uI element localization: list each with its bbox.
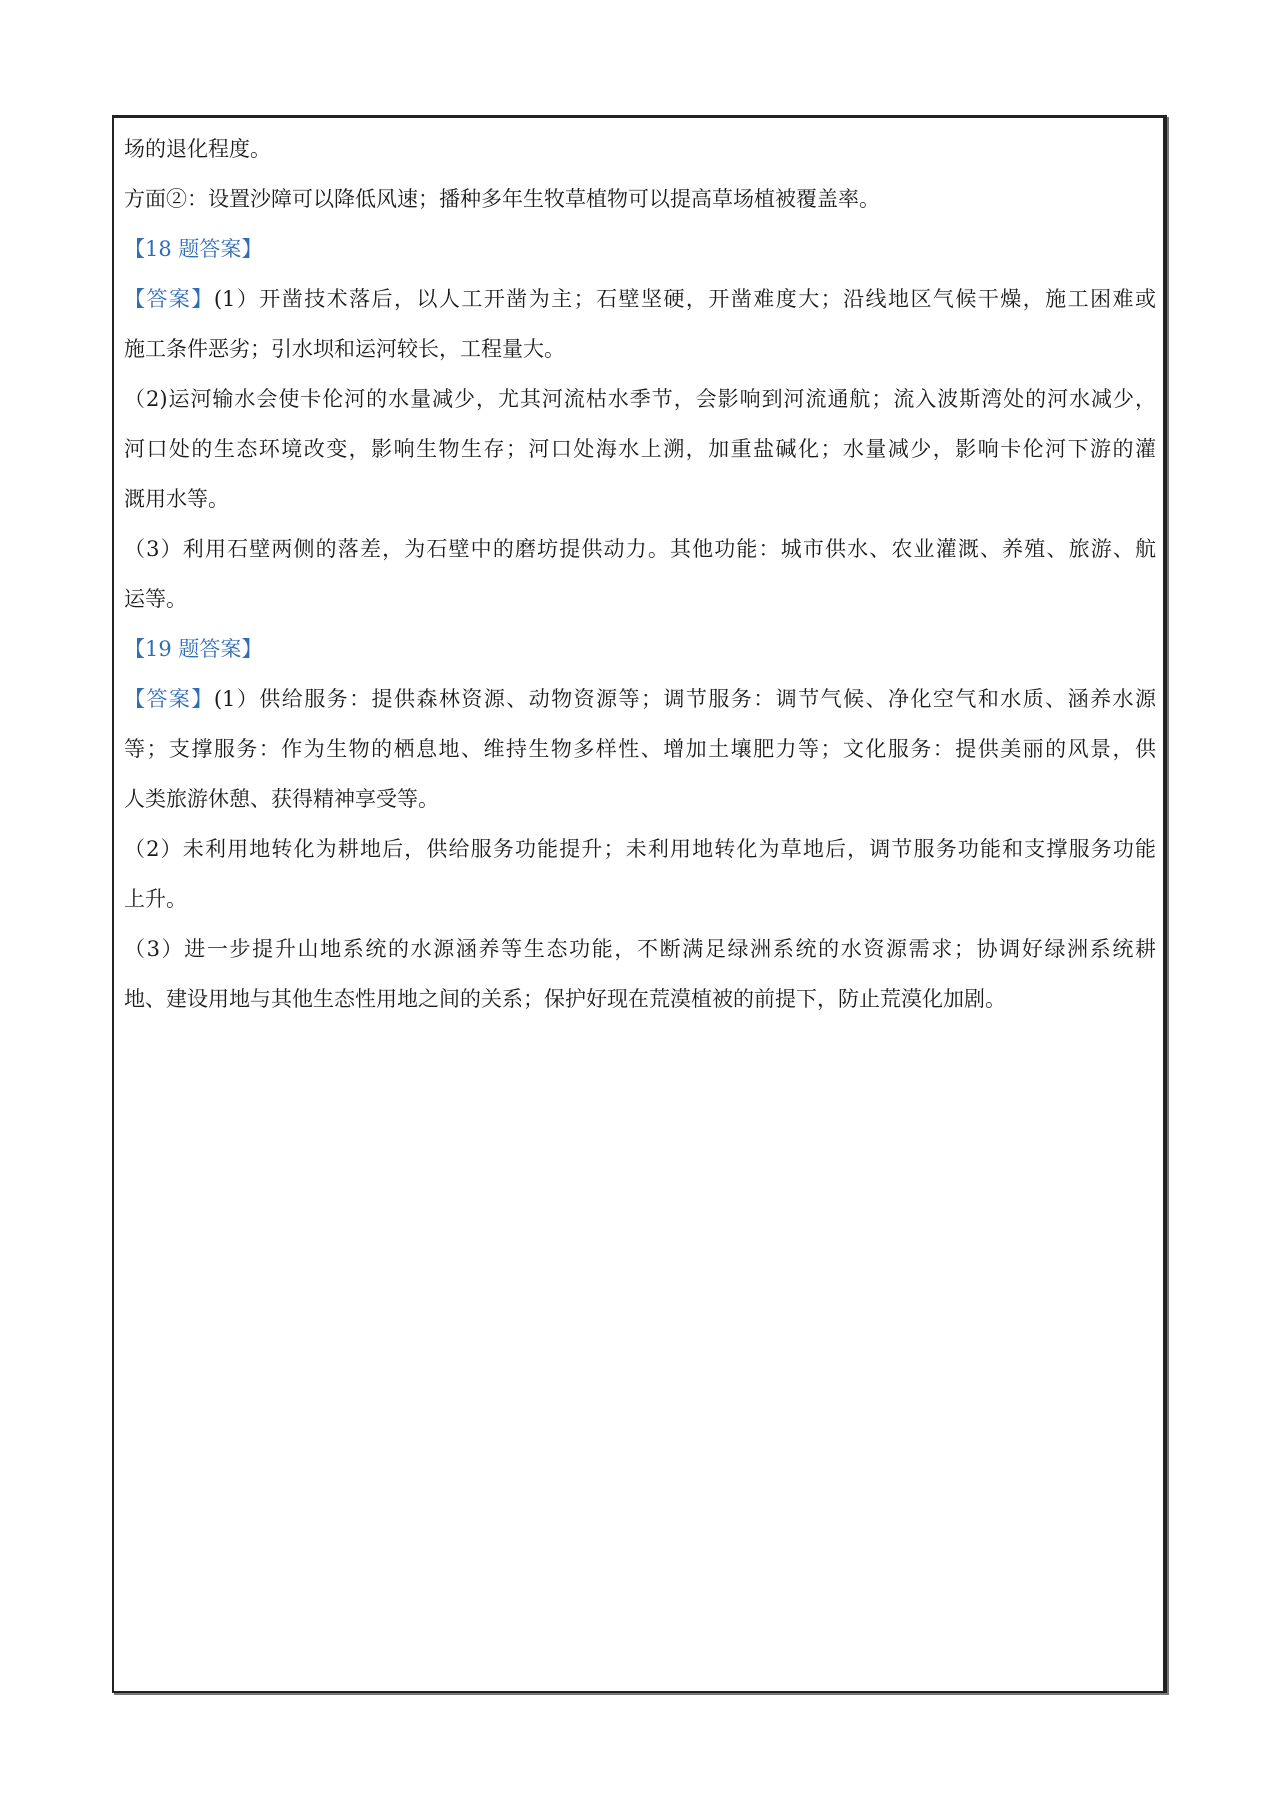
answer-18-line: （2)运河输水会使卡伦河的水量减少，尤其河流枯水季节，会影响到河流通航；流入波斯湾处的河水减少，	[124, 387, 1156, 411]
answer-19-line: 人类旅游休憩、获得精神享受等。	[124, 787, 439, 811]
text-line: 方面②：设置沙障可以降低风速；播种多年生牧草植物可以提高草场植被覆盖率。	[124, 187, 880, 211]
answer-19-line: 等；支撑服务：作为生物的栖息地、维持生物多样性、增加土壤肥力等；文化服务：提供美丽的风景，供	[124, 737, 1156, 761]
answer-18-line	[124, 274, 1156, 324]
answer-19-line: 上升。	[124, 887, 187, 911]
answer-18-line: 溉用水等。	[124, 487, 229, 511]
answer-label: 【答案】	[124, 687, 214, 711]
answer-text: (1）供给服务：提供森林资源、动物资源等；调节服务：调节气候、净化空气和水质、涵养水源	[213, 687, 1156, 711]
answer-19-line	[124, 674, 1156, 724]
answer-18-line: 河口处的生态环境改变，影响生物生存；河口处海水上溯，加重盐碱化；水量减少，影响卡伦河下游的灌	[124, 437, 1156, 461]
question-18-heading: 【18 题答案】	[124, 237, 263, 261]
answer-19-line: 地、建设用地与其他生态性用地之间的关系；保护好现在荒漠植被的前提下，防止荒漠化加剧。	[124, 987, 1006, 1011]
answer-19-line: （2）未利用地转化为耕地后，供给服务功能提升；未利用地转化为草地后，调节服务功能和支撑服务功能	[124, 837, 1156, 861]
answer-18-line: 运等。	[124, 587, 187, 611]
answer-box	[112, 115, 1167, 1693]
question-19-heading: 【19 题答案】	[124, 637, 263, 661]
answer-19-line: （3）进一步提升山地系统的水源涵养等生态功能，不断满足绿洲系统的水资源需求；协调好绿洲系统耕	[124, 937, 1156, 961]
answer-18-line: 施工条件恶劣；引水坝和运河较长，工程量大。	[124, 337, 565, 361]
answer-18-line: （3）利用石壁两侧的落差，为石壁中的磨坊提供动力。其他功能：城市供水、农业灌溉、养殖、旅游、航	[124, 537, 1156, 561]
text-line: 场的退化程度。	[124, 137, 271, 161]
answer-text: (1）开凿技术落后，以人工开凿为主；石壁坚硬，开凿难度大；沿线地区气候干燥，施工困难或	[213, 287, 1156, 311]
answer-label: 【答案】	[124, 287, 214, 311]
answer-content	[124, 124, 1156, 1024]
